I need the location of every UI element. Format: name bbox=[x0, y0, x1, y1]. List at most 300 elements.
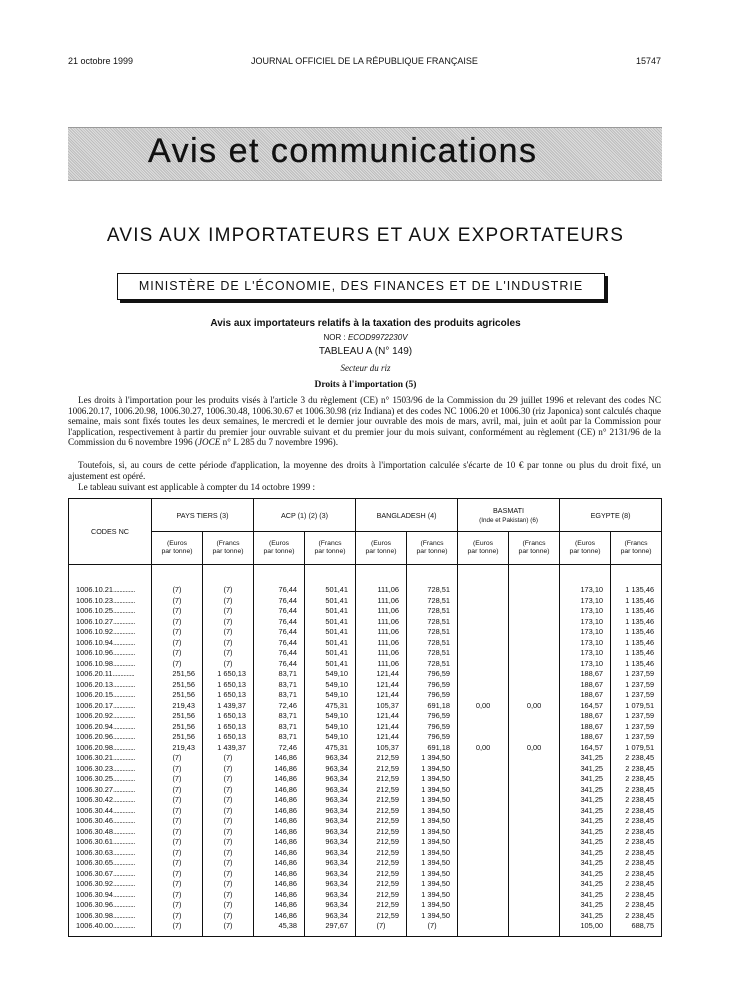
unit-header-euros: (Euros par tonne) bbox=[356, 532, 407, 565]
cell-value bbox=[509, 848, 560, 859]
cell-value: 341,25 bbox=[560, 869, 611, 880]
cell-value: 2 238,45 bbox=[611, 890, 662, 901]
cell-value: 963,34 bbox=[305, 858, 356, 869]
cell-value: 2 238,45 bbox=[611, 837, 662, 848]
table-row bbox=[69, 680, 662, 691]
cell-value: 963,34 bbox=[305, 764, 356, 775]
cell-value: 549,10 bbox=[305, 722, 356, 733]
table-row bbox=[69, 711, 662, 722]
cell-value: (7) bbox=[407, 921, 458, 932]
table-row bbox=[69, 911, 662, 922]
unit-header-francs: (Francs par tonne) bbox=[305, 532, 356, 565]
cell-value: 1 650,13 bbox=[203, 690, 254, 701]
cell-value bbox=[509, 858, 560, 869]
cell-value: 0,00 bbox=[458, 743, 509, 754]
cell-value: 219,43 bbox=[152, 743, 203, 754]
cell-value: 728,51 bbox=[407, 638, 458, 649]
table-row bbox=[69, 648, 662, 659]
paragraph-3: Le tableau suivant est applicable à compter du 14 octobre 1999 : bbox=[78, 482, 316, 492]
cell-value: 146,86 bbox=[254, 764, 305, 775]
cell-value: 963,34 bbox=[305, 795, 356, 806]
header-date: 21 octobre 1999 bbox=[68, 56, 134, 66]
cell-value: 121,44 bbox=[356, 722, 407, 733]
cell-value: 796,59 bbox=[407, 690, 458, 701]
cell-value: 341,25 bbox=[560, 890, 611, 901]
cell-value: (7) bbox=[203, 890, 254, 901]
cell-value: 2 238,45 bbox=[611, 869, 662, 880]
cell-value: 963,34 bbox=[305, 785, 356, 796]
cell-value: 212,59 bbox=[356, 753, 407, 764]
cell-value: 691,18 bbox=[407, 743, 458, 754]
cell-value: 146,86 bbox=[254, 911, 305, 922]
cell-value: (7) bbox=[152, 816, 203, 827]
unit-header-euros: (Euros par tonne) bbox=[458, 532, 509, 565]
cell-value bbox=[458, 806, 509, 817]
table-row bbox=[69, 837, 662, 848]
cell-value: 105,37 bbox=[356, 701, 407, 712]
cell-value: 963,34 bbox=[305, 827, 356, 838]
cell-value: 251,56 bbox=[152, 732, 203, 743]
section-title: AVIS AUX IMPORTATEURS ET AUX EXPORTATEURS bbox=[106, 225, 625, 246]
cell-value: (7) bbox=[203, 585, 254, 596]
cell-value bbox=[458, 638, 509, 649]
cell-value: 146,86 bbox=[254, 858, 305, 869]
cell-value: 963,34 bbox=[305, 848, 356, 859]
cell-value: 1 237,59 bbox=[611, 722, 662, 733]
cell-value bbox=[458, 827, 509, 838]
cell-value: 1 394,50 bbox=[407, 848, 458, 859]
cell-value: 2 238,45 bbox=[611, 764, 662, 775]
cell-value: 188,67 bbox=[560, 669, 611, 680]
cell-value: 212,59 bbox=[356, 785, 407, 796]
cell-code: 1006.30.25.............. bbox=[69, 774, 152, 785]
cell-value: 83,71 bbox=[254, 680, 305, 691]
cell-value: 188,67 bbox=[560, 680, 611, 691]
cell-value: 2 238,45 bbox=[611, 806, 662, 817]
cell-value: 1 394,50 bbox=[407, 900, 458, 911]
cell-code: 1006.10.96.............. bbox=[69, 648, 152, 659]
table-row bbox=[69, 585, 662, 596]
cell-code: 1006.20.17.............. bbox=[69, 701, 152, 712]
cell-value bbox=[458, 732, 509, 743]
cell-value: 963,34 bbox=[305, 806, 356, 817]
cell-value bbox=[458, 785, 509, 796]
cell-value bbox=[458, 680, 509, 691]
cell-value: 146,86 bbox=[254, 774, 305, 785]
cell-value: 1 394,50 bbox=[407, 837, 458, 848]
cell-value: (7) bbox=[203, 638, 254, 649]
table-row bbox=[69, 869, 662, 880]
cell-value: 188,67 bbox=[560, 722, 611, 733]
cell-code: 1006.30.42.............. bbox=[69, 795, 152, 806]
cell-value: 212,59 bbox=[356, 879, 407, 890]
table-row bbox=[69, 806, 662, 817]
cell-value bbox=[509, 764, 560, 775]
cell-code: 1006.30.98.............. bbox=[69, 911, 152, 922]
notice-subtitle: Droits à l'importation (5) bbox=[314, 380, 417, 390]
cell-value: 146,86 bbox=[254, 900, 305, 911]
cell-value: 2 238,45 bbox=[611, 753, 662, 764]
table-row bbox=[69, 879, 662, 890]
cell-value: 111,06 bbox=[356, 596, 407, 607]
cell-value: (7) bbox=[203, 596, 254, 607]
cell-value: 796,59 bbox=[407, 732, 458, 743]
cell-value: 121,44 bbox=[356, 690, 407, 701]
cell-value: 1 135,46 bbox=[611, 585, 662, 596]
cell-value: 1 394,50 bbox=[407, 911, 458, 922]
cell-value: 0,00 bbox=[509, 701, 560, 712]
cell-value: 76,44 bbox=[254, 638, 305, 649]
cell-value: 341,25 bbox=[560, 774, 611, 785]
cell-value: 212,59 bbox=[356, 764, 407, 775]
cell-code: 1006.30.94.............. bbox=[69, 890, 152, 901]
cell-value: (7) bbox=[152, 827, 203, 838]
cell-value: (7) bbox=[203, 911, 254, 922]
cell-value: 146,86 bbox=[254, 827, 305, 838]
cell-value: 691,18 bbox=[407, 701, 458, 712]
cell-value: 173,10 bbox=[560, 648, 611, 659]
cell-value: (7) bbox=[152, 638, 203, 649]
cell-value: 549,10 bbox=[305, 669, 356, 680]
paragraph-1: Les droits à l'importation pour les produits visés à l'article 3 du règlement (CE) n° 1503/96 de la Commission du 29 juillet 1996 et relevant des codes NC 1006.20.17, 1006.20.98, 1006.30.27, 1006.30.48, 1006.30.67 et 1006.30.98 (riz Indiana) et des codes NC 1006.20 et 1006.30 (riz Japonica) sont calculés chaque semaine, mais sont fixés toutes les deux semaines, le mercredi et le dernier jour ouvrable des mois de mars, avril, mai, juin et août par la Commission pour l'application, respectivement à partir du premier jour ouvrable suivant et du premier jour du mois suivant, conformément au règlement (CE) n° 2131/96 de la Commission du 6 novembre 1996 (JOCE n° L 285 du 7 novembre 1996). bbox=[68, 395, 661, 448]
cell-value bbox=[509, 732, 560, 743]
cell-value: 121,44 bbox=[356, 680, 407, 691]
cell-value: 728,51 bbox=[407, 659, 458, 670]
cell-value: (7) bbox=[203, 858, 254, 869]
table-row bbox=[69, 659, 662, 670]
cell-value: 688,75 bbox=[611, 921, 662, 932]
cell-code: 1006.20.92.............. bbox=[69, 711, 152, 722]
cell-value: 1 135,46 bbox=[611, 638, 662, 649]
cell-value: (7) bbox=[152, 753, 203, 764]
cell-value: 341,25 bbox=[560, 764, 611, 775]
cell-value: 2 238,45 bbox=[611, 911, 662, 922]
cell-value: 76,44 bbox=[254, 659, 305, 670]
cell-value: 2 238,45 bbox=[611, 827, 662, 838]
table-row bbox=[69, 701, 662, 712]
cell-value: 963,34 bbox=[305, 774, 356, 785]
table-row bbox=[69, 848, 662, 859]
cell-value: 796,59 bbox=[407, 680, 458, 691]
cell-value: (7) bbox=[152, 921, 203, 932]
cell-value: 173,10 bbox=[560, 606, 611, 617]
cell-value: 341,25 bbox=[560, 837, 611, 848]
header-journal-title: JOURNAL OFFICIEL DE LA RÉPUBLIQUE FRANÇAISE bbox=[251, 56, 478, 66]
cell-value: 341,25 bbox=[560, 879, 611, 890]
cell-code: 1006.10.92.............. bbox=[69, 627, 152, 638]
cell-value: 2 238,45 bbox=[611, 879, 662, 890]
cell-value: (7) bbox=[152, 806, 203, 817]
cell-value: 1 237,59 bbox=[611, 711, 662, 722]
cell-value: 212,59 bbox=[356, 858, 407, 869]
table-row bbox=[69, 764, 662, 775]
cell-value bbox=[458, 606, 509, 617]
cell-value: 111,06 bbox=[356, 585, 407, 596]
cell-value: (7) bbox=[152, 627, 203, 638]
cell-value: 188,67 bbox=[560, 711, 611, 722]
cell-value: 501,41 bbox=[305, 617, 356, 628]
cell-value: 341,25 bbox=[560, 806, 611, 817]
cell-code: 1006.40.00.............. bbox=[69, 921, 152, 932]
cell-value bbox=[458, 911, 509, 922]
cell-value: 212,59 bbox=[356, 911, 407, 922]
cell-value: 76,44 bbox=[254, 606, 305, 617]
cell-value bbox=[458, 585, 509, 596]
cell-code: 1006.20.13.............. bbox=[69, 680, 152, 691]
cell-value: 1 135,46 bbox=[611, 617, 662, 628]
cell-code: 1006.20.98.............. bbox=[69, 743, 152, 754]
cell-code: 1006.30.92.............. bbox=[69, 879, 152, 890]
cell-code: 1006.20.11.............. bbox=[69, 669, 152, 680]
table-row bbox=[69, 638, 662, 649]
table-row bbox=[69, 753, 662, 764]
cell-value: 83,71 bbox=[254, 722, 305, 733]
cell-value: 501,41 bbox=[305, 659, 356, 670]
cell-value: (7) bbox=[203, 837, 254, 848]
cell-value bbox=[458, 848, 509, 859]
cell-value bbox=[509, 911, 560, 922]
page-header bbox=[68, 56, 661, 68]
cell-value: 251,56 bbox=[152, 680, 203, 691]
cell-code: 1006.30.46.............. bbox=[69, 816, 152, 827]
cell-value: 1 394,50 bbox=[407, 753, 458, 764]
cell-code: 1006.10.27.............. bbox=[69, 617, 152, 628]
cell-value bbox=[458, 669, 509, 680]
cell-value: 212,59 bbox=[356, 774, 407, 785]
cell-value: 188,67 bbox=[560, 732, 611, 743]
cell-value bbox=[458, 900, 509, 911]
cell-value bbox=[509, 879, 560, 890]
notice-title: Avis aux importateurs relatifs à la taxation des produits agricoles bbox=[210, 318, 521, 329]
cell-value: 111,06 bbox=[356, 638, 407, 649]
table-row bbox=[69, 722, 662, 733]
table-row bbox=[69, 690, 662, 701]
cell-value: (7) bbox=[152, 659, 203, 670]
cell-value: 1 135,46 bbox=[611, 596, 662, 607]
cell-value: 963,34 bbox=[305, 911, 356, 922]
table-row bbox=[69, 669, 662, 680]
table-row bbox=[69, 617, 662, 628]
cell-value bbox=[458, 722, 509, 733]
ministry-box: MINISTÈRE DE L'ÉCONOMIE, DES FINANCES ET DE L'INDUSTRIE bbox=[117, 273, 605, 300]
cell-value bbox=[509, 596, 560, 607]
cell-value: 0,00 bbox=[509, 743, 560, 754]
cell-value: 1 079,51 bbox=[611, 701, 662, 712]
cell-value: (7) bbox=[203, 774, 254, 785]
cell-value: 146,86 bbox=[254, 795, 305, 806]
cell-value bbox=[458, 816, 509, 827]
unit-header-francs: (Francs par tonne) bbox=[203, 532, 254, 565]
cell-value: 1 394,50 bbox=[407, 879, 458, 890]
cell-value: 212,59 bbox=[356, 848, 407, 859]
cell-value: 1 135,46 bbox=[611, 648, 662, 659]
banner-title: Avis et communications bbox=[148, 132, 538, 170]
cell-value bbox=[458, 690, 509, 701]
cell-value: (7) bbox=[152, 858, 203, 869]
cell-value: (7) bbox=[152, 785, 203, 796]
cell-value: (7) bbox=[203, 795, 254, 806]
cell-value: (7) bbox=[203, 627, 254, 638]
cell-value: (7) bbox=[203, 848, 254, 859]
cell-value bbox=[509, 648, 560, 659]
nor-label: NOR : bbox=[323, 333, 346, 342]
cell-value: 1 079,51 bbox=[611, 743, 662, 754]
cell-value bbox=[458, 648, 509, 659]
paragraph-2: Toutefois, si, au cours de cette période d'application, la moyenne des droits à l'importation calculée s'écarte de 10 € par tonne ou plus du droit fixé, un ajustement est opéré. bbox=[68, 460, 661, 481]
cell-value: 796,59 bbox=[407, 711, 458, 722]
cell-code: 1006.20.15.............. bbox=[69, 690, 152, 701]
cell-value bbox=[509, 680, 560, 691]
cell-value: 1 394,50 bbox=[407, 816, 458, 827]
cell-value: 1 650,13 bbox=[203, 669, 254, 680]
nor-value: ECOD9972230V bbox=[347, 333, 408, 342]
cell-value: 341,25 bbox=[560, 848, 611, 859]
cell-value: (7) bbox=[152, 648, 203, 659]
cell-value: 475,31 bbox=[305, 743, 356, 754]
cell-value: 173,10 bbox=[560, 617, 611, 628]
nor-reference bbox=[0, 333, 731, 342]
group-header-basmati: BASMATI (Inde et Pakistan) (6) bbox=[458, 499, 560, 532]
cell-value bbox=[458, 753, 509, 764]
cell-value: 111,06 bbox=[356, 617, 407, 628]
cell-value: 146,86 bbox=[254, 869, 305, 880]
cell-value: 1 394,50 bbox=[407, 764, 458, 775]
cell-code: 1006.10.21.............. bbox=[69, 585, 152, 596]
end-spacer-row bbox=[69, 932, 662, 937]
cell-value: 146,86 bbox=[254, 879, 305, 890]
cell-value: 1 394,50 bbox=[407, 774, 458, 785]
cell-value: 501,41 bbox=[305, 596, 356, 607]
cell-value bbox=[509, 774, 560, 785]
unit-header-euros: (Euros par tonne) bbox=[560, 532, 611, 565]
cell-value: (7) bbox=[152, 837, 203, 848]
cell-value: (7) bbox=[152, 879, 203, 890]
cell-value bbox=[458, 627, 509, 638]
cell-value: (7) bbox=[203, 816, 254, 827]
cell-value: 1 439,37 bbox=[203, 701, 254, 712]
cell-value: 173,10 bbox=[560, 659, 611, 670]
cell-value bbox=[458, 596, 509, 607]
cell-value: (7) bbox=[203, 806, 254, 817]
cell-value: 2 238,45 bbox=[611, 900, 662, 911]
cell-value bbox=[509, 785, 560, 796]
table-name: TABLEAU A (N° 149) bbox=[318, 346, 413, 357]
cell-code: 1006.10.98.............. bbox=[69, 659, 152, 670]
cell-value: 83,71 bbox=[254, 711, 305, 722]
cell-value bbox=[509, 827, 560, 838]
cell-value bbox=[458, 617, 509, 628]
import-duties-table bbox=[68, 498, 662, 937]
cell-value: (7) bbox=[152, 848, 203, 859]
cell-value: 105,00 bbox=[560, 921, 611, 932]
cell-value: (7) bbox=[203, 753, 254, 764]
group-header-bangladesh: BANGLADESH (4) bbox=[356, 499, 458, 532]
cell-value: 728,51 bbox=[407, 606, 458, 617]
cell-value: (7) bbox=[152, 617, 203, 628]
cell-value: 2 238,45 bbox=[611, 858, 662, 869]
cell-value: 121,44 bbox=[356, 732, 407, 743]
table-row bbox=[69, 827, 662, 838]
cell-value: 173,10 bbox=[560, 627, 611, 638]
cell-value: 83,71 bbox=[254, 732, 305, 743]
cell-value: 341,25 bbox=[560, 795, 611, 806]
sector-label: Secteur du riz bbox=[340, 363, 391, 373]
cell-value: 76,44 bbox=[254, 585, 305, 596]
cell-value bbox=[509, 753, 560, 764]
cell-value: 1 394,50 bbox=[407, 890, 458, 901]
cell-code: 1006.20.96.............. bbox=[69, 732, 152, 743]
cell-value: (7) bbox=[203, 921, 254, 932]
cell-value: (7) bbox=[152, 764, 203, 775]
cell-value bbox=[509, 585, 560, 596]
cell-value: 341,25 bbox=[560, 753, 611, 764]
table-row bbox=[69, 732, 662, 743]
cell-value bbox=[509, 795, 560, 806]
cell-value: 146,86 bbox=[254, 806, 305, 817]
cell-value: 212,59 bbox=[356, 806, 407, 817]
table-row bbox=[69, 596, 662, 607]
cell-value bbox=[458, 711, 509, 722]
cell-value: 2 238,45 bbox=[611, 795, 662, 806]
cell-value bbox=[509, 606, 560, 617]
cell-value: 146,86 bbox=[254, 890, 305, 901]
cell-value: 219,43 bbox=[152, 701, 203, 712]
cell-value: (7) bbox=[203, 659, 254, 670]
cell-value: 121,44 bbox=[356, 669, 407, 680]
cell-value: 2 238,45 bbox=[611, 774, 662, 785]
cell-value: 146,86 bbox=[254, 753, 305, 764]
cell-value: (7) bbox=[152, 890, 203, 901]
cell-value bbox=[509, 722, 560, 733]
cell-code: 1006.30.61.............. bbox=[69, 837, 152, 848]
cell-value bbox=[458, 921, 509, 932]
cell-value: 963,34 bbox=[305, 890, 356, 901]
cell-value: 2 238,45 bbox=[611, 785, 662, 796]
cell-value: 146,86 bbox=[254, 837, 305, 848]
cell-value: (7) bbox=[203, 764, 254, 775]
cell-value: 251,56 bbox=[152, 711, 203, 722]
cell-value: 173,10 bbox=[560, 638, 611, 649]
cell-value: 76,44 bbox=[254, 648, 305, 659]
cell-value: 728,51 bbox=[407, 596, 458, 607]
cell-value bbox=[509, 638, 560, 649]
cell-value: 121,44 bbox=[356, 711, 407, 722]
cell-value: 1 650,13 bbox=[203, 680, 254, 691]
cell-value: 549,10 bbox=[305, 690, 356, 701]
cell-value: 1 237,59 bbox=[611, 669, 662, 680]
cell-value: 212,59 bbox=[356, 816, 407, 827]
cell-value: (7) bbox=[203, 827, 254, 838]
cell-value: 1 394,50 bbox=[407, 785, 458, 796]
cell-value: 173,10 bbox=[560, 585, 611, 596]
unit-header-row bbox=[69, 532, 662, 565]
cell-value: 83,71 bbox=[254, 669, 305, 680]
cell-value bbox=[458, 858, 509, 869]
unit-header-euros: (Euros par tonne) bbox=[152, 532, 203, 565]
cell-value: 963,34 bbox=[305, 816, 356, 827]
table-row bbox=[69, 795, 662, 806]
cell-value: 212,59 bbox=[356, 890, 407, 901]
cell-value bbox=[509, 869, 560, 880]
cell-value: (7) bbox=[152, 911, 203, 922]
cell-value: 76,44 bbox=[254, 617, 305, 628]
cell-value: 796,59 bbox=[407, 669, 458, 680]
cell-value: 146,86 bbox=[254, 848, 305, 859]
table-row bbox=[69, 858, 662, 869]
cell-value: (7) bbox=[203, 648, 254, 659]
cell-value: 297,67 bbox=[305, 921, 356, 932]
unit-header-francs: (Francs par tonne) bbox=[611, 532, 662, 565]
